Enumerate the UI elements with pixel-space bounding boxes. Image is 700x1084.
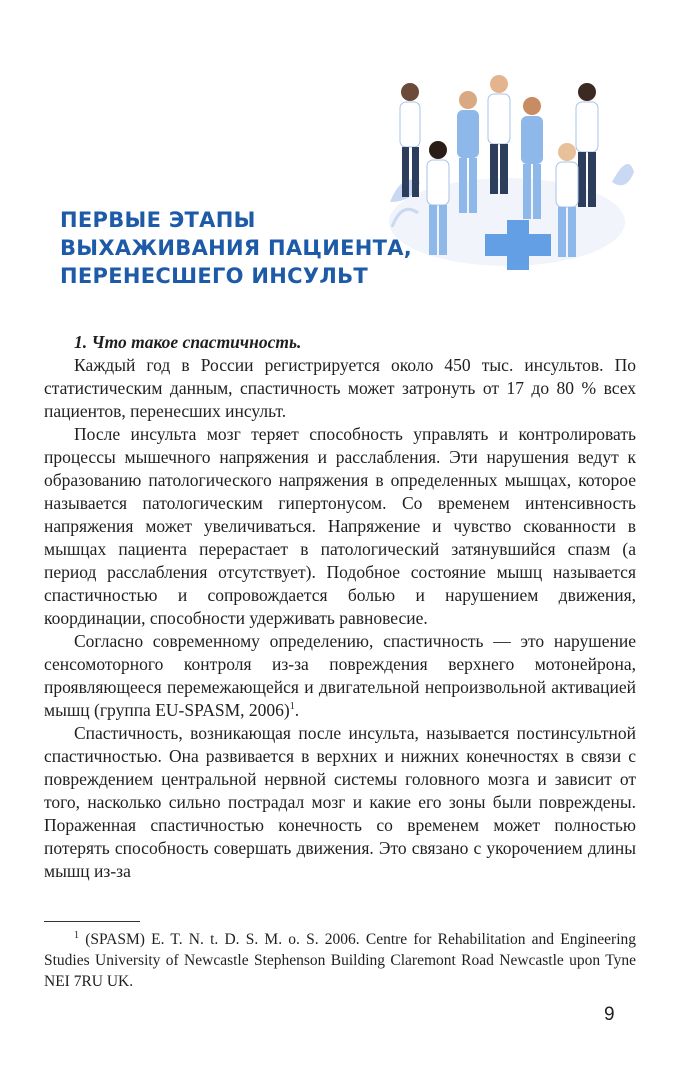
- chapter-title-line-1: ПЕРВЫЕ ЭТАПЫ: [60, 208, 256, 232]
- paragraph-1: Каждый год в России регистрируется около 450 тыс. инсультов. По статистическим данным, спастичность может затронуть от 17 до 80 % всех пациентов, перенесших инсульт.: [44, 355, 636, 421]
- paragraph-3: [44, 630, 636, 722]
- chapter-title-line-2: ВЫХАЖИВАНИЯ ПАЦИЕНТА,: [60, 236, 413, 260]
- chapter-title: [60, 206, 413, 290]
- footnote: [44, 929, 636, 992]
- medical-team-icon: [372, 62, 642, 280]
- footnote-divider: [44, 921, 140, 922]
- footnote-reference: 1: [289, 701, 295, 713]
- page-number: 9: [604, 1004, 615, 1025]
- body-text: [44, 331, 636, 883]
- paragraph-4: Спастичность, возникающая после инсульта, называется постинсультной спастичностью. Она развивается в верхних и нижних конечностях в связи с повреждением центральной нервной системы головного мозга и зависит от того, насколько сильно пострадал мозг и какие его зоны были повреждены. Пораженная спастичностью конечность со временем может полностью потерять способность совершать движения. Это связано с укорочением длины мышц из-за: [44, 723, 636, 881]
- section-heading: 1. Что такое спастичность.: [74, 332, 302, 352]
- paragraph-3-text: Согласно современному определению, спастичность — это нарушение сенсомоторного контроля из-за повреждения верхнего мотонейрона, проявляющееся перемежающейся и двигательной непроизвольной активацией мышц (группа EU-SPASM, 2006): [44, 631, 636, 720]
- paragraph-2: После инсульта мозг теряет способность управлять и контролировать процессы мышечного напряжения и расслабления. Эти нарушения ведут к образованию патологического напряжения в определенных мышцах, которое называется патологическим гипертонусом. Со временем интенсивность напряжения может увеличиваться. Напряжение и чувство скованности в мышцах пациента перерастает в патологический затянувшийся спазм (а период расслабления отсутствует). Подобное состояние мышц называется спастичностью и сопровождается болью и нарушением движения, координации, способности удерживать равновесие.: [44, 424, 636, 628]
- paragraph-3-end: .: [294, 700, 300, 720]
- footnote-text: (SPASM) E. T. N. t. D. S. M. o. S. 2006. Centre for Rehabilitation and Engineering Studies University of Newcastle Stephenson Building Claremont Road Newcastle upon Tyne NEI 7RU UK.: [44, 931, 637, 990]
- footnote-marker: 1: [74, 929, 79, 941]
- chapter-title-line-3: ПЕРЕНЕСШЕГО ИНСУЛЬТ: [60, 264, 369, 288]
